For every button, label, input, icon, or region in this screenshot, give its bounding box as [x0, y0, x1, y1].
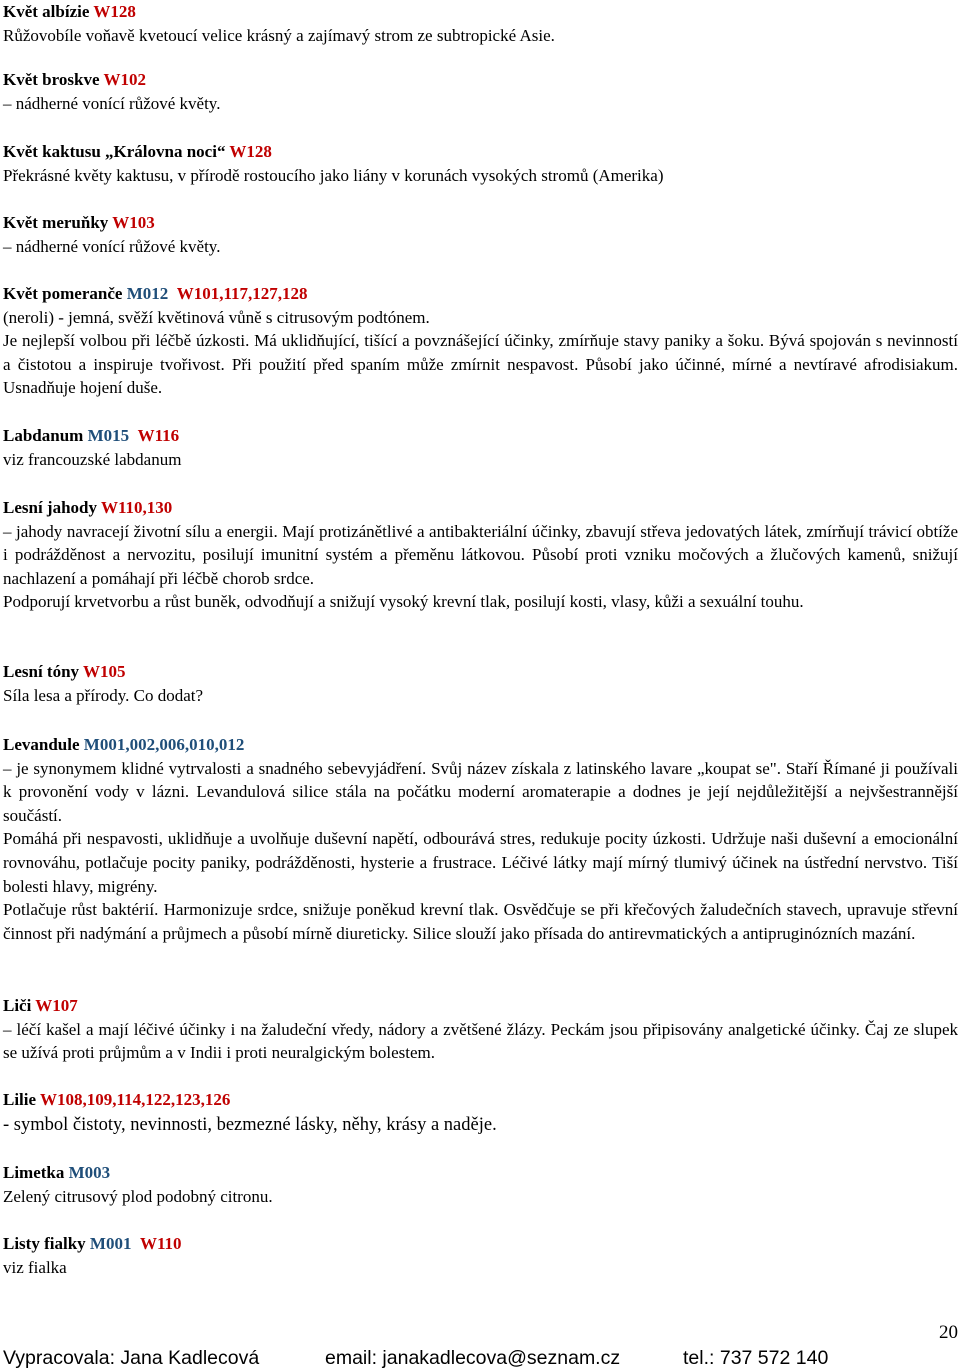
entry-title: Liči W107	[3, 996, 78, 1015]
entry-title: Levandule M001,002,006,010,012	[3, 735, 245, 754]
entry-lesni-jahody	[3, 496, 958, 614]
entry-text: Potlačuje růst baktérií. Harmonizuje srdce, snižuje poněkud krevní tlak. Osvědčuje se při křečových žaludečních stavech, upravuje střevní činnost při nadýmání a průjmech a působí mírně diureticky. Silice slouží jako přísada do antirevmatických a antipruginózních mazání.	[3, 900, 958, 943]
w-code: W128	[93, 2, 136, 21]
entry-text: Síla lesa a přírody. Co dodat?	[3, 685, 204, 705]
entry-kvet-broskve	[3, 68, 958, 115]
w-code: W102	[103, 70, 146, 89]
w-code: W101,117,127,128	[176, 284, 308, 303]
entry-text: Je nejlepší volbou při léčbě úzkosti. Má uklidňující, tišící a povznášející účinky, zmírňuje stavy paniky a šoku. Bývá spojován s nevinností a čistotou a inspiruje tvořivost. Při použití před spaním může zmírnit nespavost. Působí jako účinné, mírné a nevtíravé afrodisiakum. Usnadňuje hojení duše.	[3, 331, 958, 398]
w-code: W107	[35, 996, 78, 1015]
entry-title: Květ albízie W128	[3, 2, 136, 21]
entry-text: (neroli) - jemná, svěží květinová vůně s citrusovým podtónem.	[3, 307, 430, 327]
entry-title: Květ kaktusu „Královna noci“ W128	[3, 142, 272, 161]
entry-text: Zelený citrusový plod podobný citronu.	[3, 1186, 273, 1206]
entry-text: – nádherné vonící růžové květy.	[3, 93, 221, 113]
entry-text: – je synonymem klidné vytrvalosti a snadného sebevyjádření. Svůj název získala z latinského lavare „koupat se". Staří Římané ji používali k provonění vody v lázni. Levandulová silice stála na počátku moderní aromaterapie a dodnes je její nejdůležitější a nejvšestrannější součástí.	[3, 758, 958, 825]
footer-author: Vypracovala: Jana Kadlecová	[3, 1347, 260, 1369]
entry-title: Květ meruňky W103	[3, 213, 155, 232]
entry-title: Lesní jahody W110,130	[3, 498, 173, 517]
entry-title: Labdanum M015 W116	[3, 426, 180, 445]
m-code: M001	[89, 1234, 132, 1253]
entry-text: Překrásné květy kaktusu, v přírodě rostoucího jako liány v korunách vysokých stromů (Amerika)	[3, 165, 664, 185]
entry-title: Listy fialky M001 W110	[3, 1234, 182, 1253]
w-code: W103	[112, 213, 155, 232]
m-code: M003	[68, 1163, 111, 1182]
entry-title: Květ pomeranče M012 W101,117,127,128	[3, 284, 308, 303]
entry-text: Pomáhá při nespavosti, uklidňuje a uvolňuje duševní napětí, odbourává stres, redukuje pocity úzkosti. Udržuje naši duševní a emocionální rovnováhu, potlačuje pocity paniky, podrážděnosti, hysterie a frustrace. Léčivé látky mají mírný tlumivý účinek na ústřední nervstvo. Tiší bolesti hlavy, migrény.	[3, 829, 958, 896]
w-code: W105	[83, 662, 126, 681]
footer-email: email: janakadlecova@seznam.cz	[325, 1347, 621, 1369]
entry-text: viz fialka	[3, 1257, 67, 1277]
entry-title: Lilie W108,109,114,122,123,126	[3, 1090, 231, 1109]
entry-kvet-pomerance	[3, 282, 958, 400]
entry-listy-fialky	[3, 1232, 958, 1279]
entry-text: – jahody navracejí životní sílu a energii. Mají protizánětlivé a antibakteriální účinky, zbavují střeva jedovatých látek, zmírňují trávicí obtíže i podrážděnost a nervozitu, posilují imunitní systém a přeměnu látkovou. Působí proti vzniku močových a žlučových kamenů, snižují nachlazení a pomáhají při léčbě chorob srdce.	[3, 521, 958, 588]
entry-kvet-merunky	[3, 211, 958, 258]
w-code: W110	[139, 1234, 182, 1253]
page-number: 20	[939, 1322, 958, 1343]
w-code: W108,109,114,122,123,126	[40, 1090, 231, 1109]
entry-kvet-albizie	[3, 0, 958, 47]
entry-lici	[3, 994, 958, 1065]
w-code: W116	[137, 426, 180, 445]
entry-text: viz francouzské labdanum	[3, 449, 182, 469]
entry-limetka	[3, 1161, 958, 1208]
entry-text: – léčí kašel a mají léčivé účinky i na žaludeční vředy, nádory a zvětšené žlázy. Peckám jsou připisovány analgetické účinky. Čaj ze slupek se užívá proti průjmům a v Indii i proti neuralgickým bolestem.	[3, 1019, 958, 1063]
m-code: M015	[87, 426, 130, 445]
entry-text: Růžovobíle voňavě kvetoucí velice krásný a zajímavý strom ze subtropické Asie.	[3, 25, 555, 45]
entry-kvet-kaktusu	[3, 140, 958, 187]
w-code: W128	[229, 142, 272, 161]
footer-phone: tel.: 737 572 140	[683, 1347, 829, 1369]
entry-text: – nádherné vonící růžové květy.	[3, 236, 221, 256]
entry-text: - symbol čistoty, nevinnosti, bezmezné lásky, něhy, krásy a naděje.	[3, 1114, 497, 1135]
entry-title: Lesní tóny W105	[3, 662, 126, 681]
entry-levandule	[3, 733, 958, 945]
m-code: M012	[126, 284, 169, 303]
entry-text: Podporují krvetvorbu a růst buněk, odvodňují a snižují vysoký krevní tlak, posilují kosti, vlasy, kůži a sexuální touhu.	[3, 592, 804, 612]
m-code: M001,002,006,010,012	[83, 735, 245, 754]
entry-lesni-tony	[3, 660, 958, 707]
entry-lilie	[3, 1088, 958, 1138]
entry-labdanum	[3, 424, 958, 471]
entry-title: Květ broskve W102	[3, 70, 146, 89]
entry-title: Limetka M003	[3, 1163, 111, 1182]
w-code: W110,130	[100, 498, 173, 517]
